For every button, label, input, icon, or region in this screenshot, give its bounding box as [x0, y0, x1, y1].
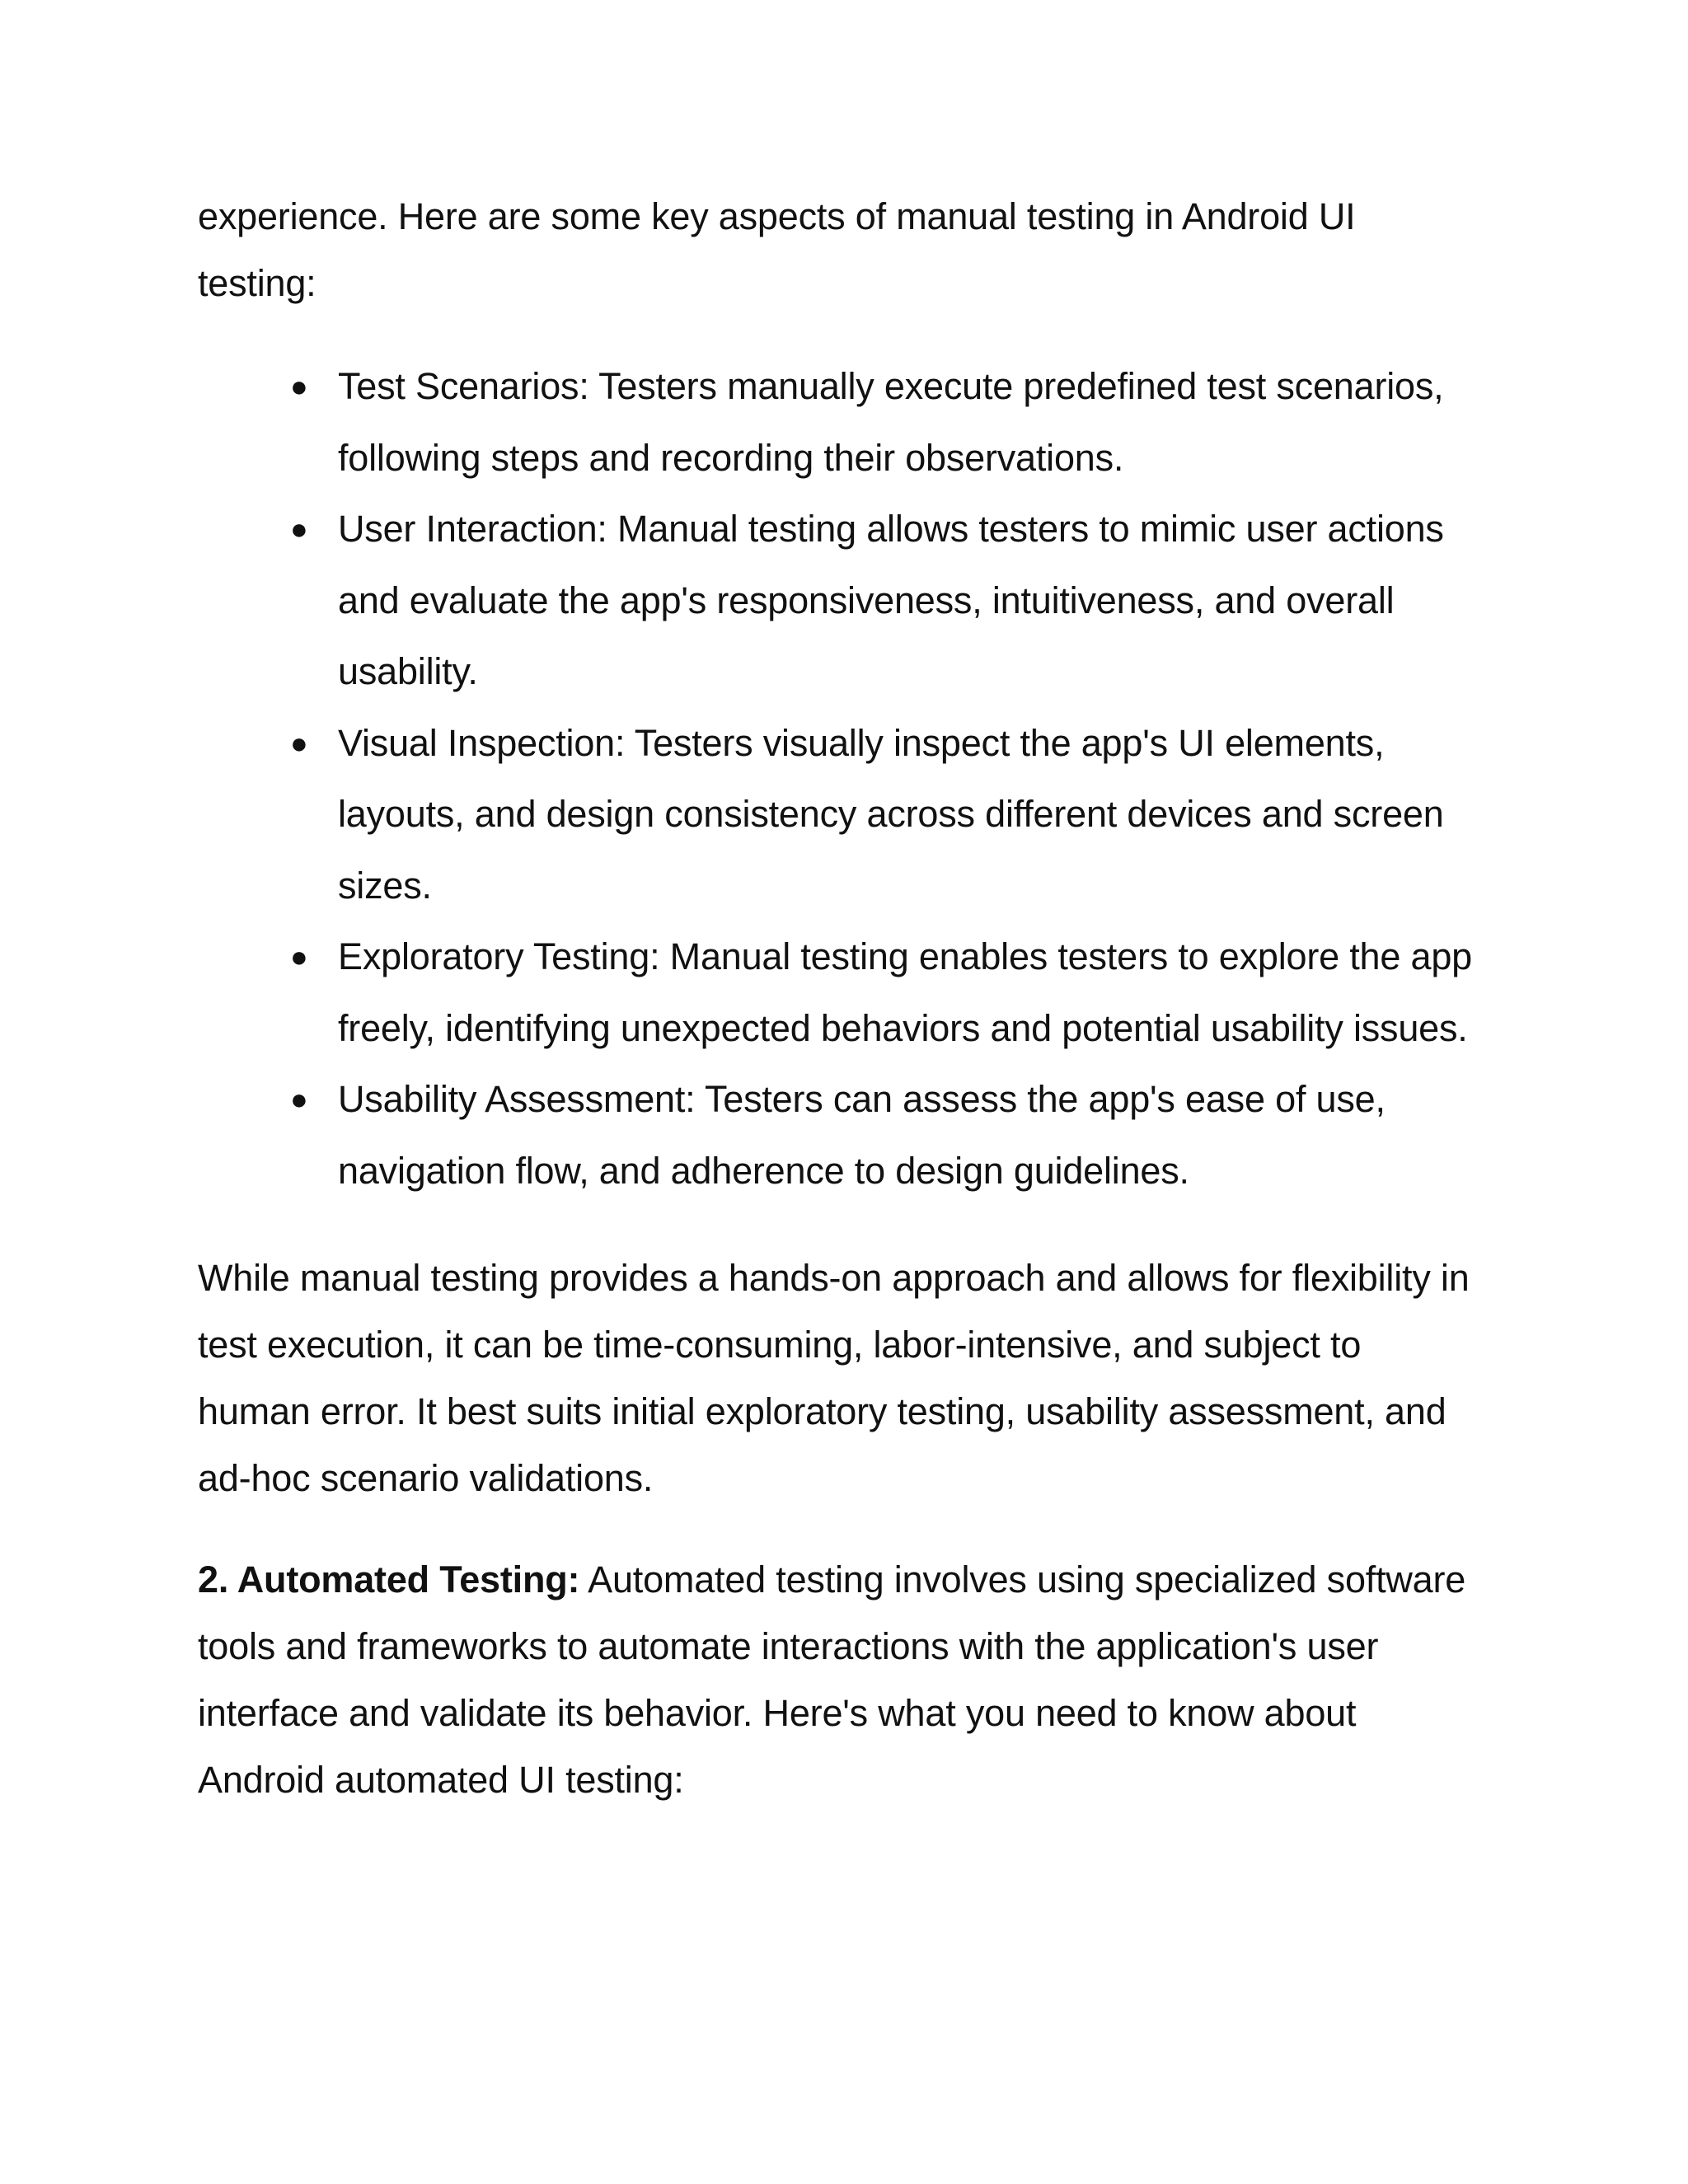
list-item	[198, 494, 1484, 708]
list-item	[198, 921, 1484, 1064]
list-item-text: User Interaction: Manual testing allows testers to mimic user actions and evaluate the app's responsiveness, intuitiveness, and overall usability.	[338, 508, 1444, 692]
list-item-text: Exploratory Testing: Manual testing enables testers to explore the app freely, identifying unexpected behaviors and potential usability issues.	[338, 935, 1472, 1049]
bullet-icon: ●	[290, 369, 308, 403]
automated-testing-heading: 2. Automated Testing:	[198, 1558, 580, 1601]
list-item	[198, 1064, 1484, 1207]
closing-paragraph: While manual testing provides a hands-on approach and allows for flexibility in test execution, it can be time-consuming, labor-intensive, and subject to human error. It best suits initial exploratory testing, usability assessment, and ad-hoc scenario validations.	[198, 1257, 1470, 1499]
manual-testing-aspects-list	[198, 351, 1484, 1207]
bullet-icon: ●	[290, 1082, 308, 1116]
list-item	[198, 351, 1484, 494]
document-page	[198, 183, 1484, 1813]
list-item-text: Visual Inspection: Testers visually inspect the app's UI elements, layouts, and design consistency across different devices and screen sizes.	[338, 721, 1444, 907]
bullet-icon: ●	[290, 512, 308, 546]
automated-testing-paragraph	[198, 1546, 1484, 1813]
list-item	[198, 708, 1484, 922]
intro-paragraph: experience. Here are some key aspects of manual testing in Android UI testing:	[198, 195, 1356, 304]
list-item-text: Usability Assessment: Testers can assess the app's ease of use, navigation flow, and adherence to design guidelines.	[338, 1078, 1386, 1192]
bullet-icon: ●	[290, 725, 308, 760]
bullet-icon: ●	[290, 940, 308, 973]
list-item-text: Test Scenarios: Testers manually execute predefined test scenarios, following steps and recording their observations.	[338, 365, 1444, 479]
automated-testing-text: Automated testing involves using specialized software tools and frameworks to automate interactions with the application's user interface and validate its behavior. Here's what you need to know about Android automated UI testing:	[198, 1558, 1466, 1801]
